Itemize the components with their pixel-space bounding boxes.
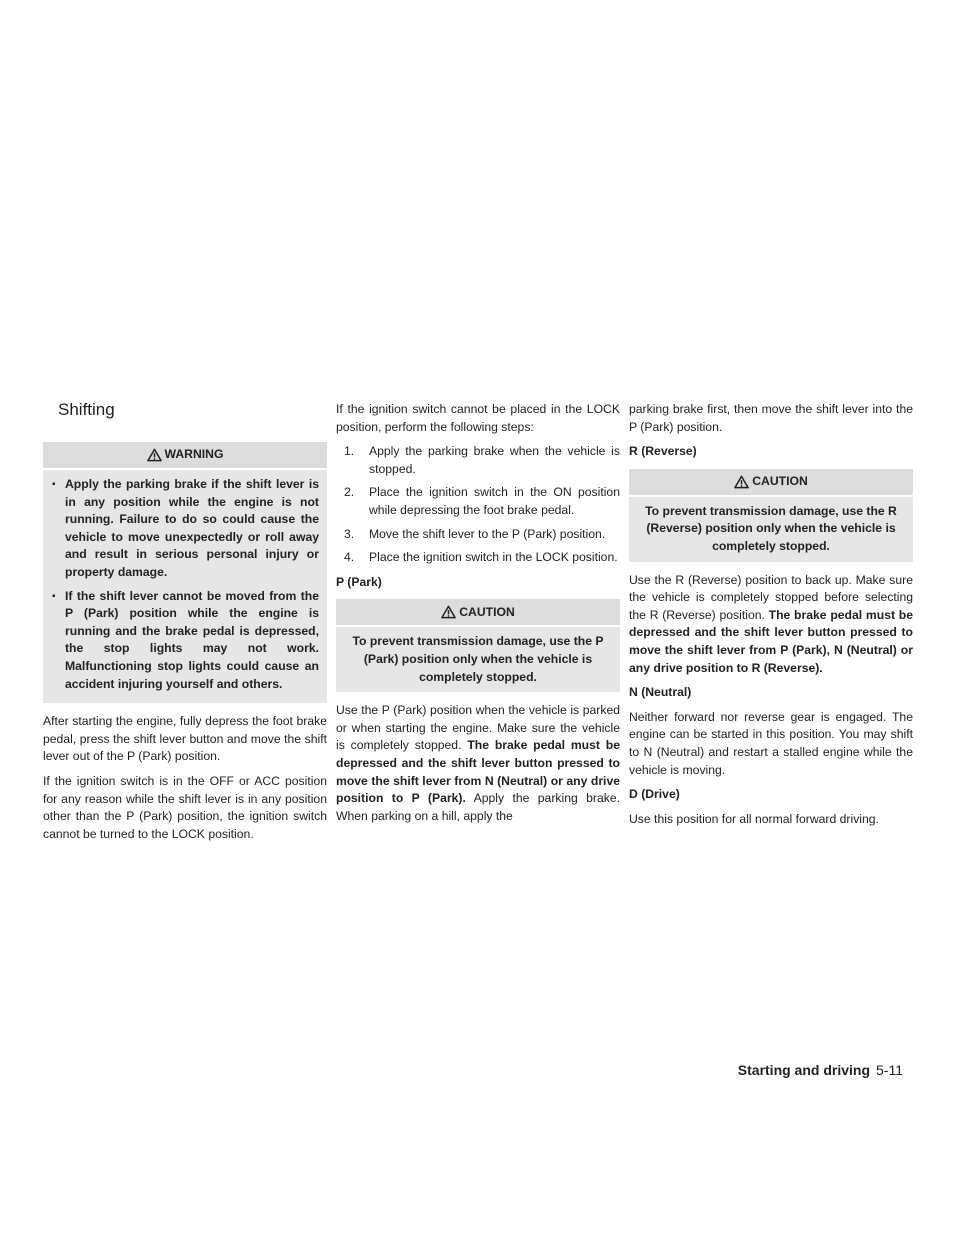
step-number: 3. xyxy=(344,526,355,541)
step-item xyxy=(336,549,620,567)
step-number: 4. xyxy=(344,550,355,565)
paragraph: If the ignition switch is in the OFF or ACC position for any reason while the shift lever is in any position other than the P (Park) position, the ignition switch cannot be turned to the LOCK position. xyxy=(43,773,327,841)
park-bold-text: The brake pedal must be depressed and the shift lever button pressed to move the shift lever from N (Neutral) or any drive position to P (Park). xyxy=(336,738,621,806)
section-title: Shifting xyxy=(58,400,115,419)
warning-title: WARNING xyxy=(164,447,224,462)
page-number: 5-11 xyxy=(876,1062,903,1078)
paragraph: Use this position for all normal forward driving. xyxy=(629,811,879,826)
warning-header xyxy=(43,442,327,468)
reverse-bold-text: The brake pedal must be depressed and the shift lever button pressed to move the shift lever from P (Park), N (Neutral) or any drive position to R (Reverse). xyxy=(629,607,913,675)
caution-box-park xyxy=(336,599,620,692)
caution-header xyxy=(629,469,913,495)
step-number: 1. xyxy=(344,444,355,459)
paragraph: After starting the engine, fully depress the foot brake pedal, press the shift lever button and move the shift lever out of the P (Park) position. xyxy=(43,714,327,764)
steps-list xyxy=(336,443,620,567)
column-2 xyxy=(336,401,620,832)
warning-box xyxy=(43,442,327,703)
caution-box-reverse xyxy=(629,469,913,562)
column-1 xyxy=(43,434,327,850)
warning-item: ▪ If the shift lever cannot be moved from the P (Park) position while the engine is running and the brake pedal is depressed, the stop lights may not work. Malfunctioning stop lights could cause an accident injuring yourself and others. xyxy=(51,588,319,694)
paragraph xyxy=(629,572,913,678)
park-text: Use the P (Park) position when the vehicle is parked or when starting the engine. Make sure the vehicle is completely stopped. xyxy=(336,703,620,753)
step-item xyxy=(336,526,620,544)
step-item xyxy=(336,443,620,478)
caution-title: CAUTION xyxy=(752,473,808,488)
step-text: Place the ignition switch in the LOCK position. xyxy=(369,550,618,565)
park-heading: P (Park) xyxy=(336,574,382,589)
drive-heading: D (Drive) xyxy=(629,787,680,802)
caution-body: To prevent transmission damage, use the P (Park) position only when the vehicle is completely stopped. xyxy=(336,627,620,692)
step-text: Place the ignition switch in the ON position while depressing the foot brake pedal. xyxy=(369,485,620,517)
step-item xyxy=(336,484,620,519)
page-footer xyxy=(738,1062,903,1080)
caution-icon xyxy=(734,475,749,489)
footer-section-title: Starting and driving xyxy=(737,1062,871,1078)
step-number: 2. xyxy=(344,485,355,500)
step-text: Move the shift lever to the P (Park) position. xyxy=(369,526,606,541)
paragraph: Neither forward nor reverse gear is engaged. The engine can be started in this position. You may shift to N (Neutral) and restart a stalled engine while the vehicle is moving. xyxy=(629,709,913,777)
caution-icon xyxy=(441,605,456,619)
caution-title: CAUTION xyxy=(459,604,515,619)
park-tail-text: Apply the parking brake. When parking on a hill, apply the xyxy=(336,791,621,823)
column-3 xyxy=(629,401,913,835)
warning-item: ▪ Apply the parking brake if the shift lever is in any position while the engine is not running. Failure to do so could cause the vehicle to move unexpectedly or roll away and result in serious personal injury or property damage. xyxy=(51,476,319,582)
paragraph: parking brake first, then move the shift lever into the P (Park) position. xyxy=(629,402,913,434)
reverse-text: Use the R (Reverse) position to back up. Make sure the vehicle is completely stopped before selecting the R (Reverse) position. xyxy=(629,572,913,622)
reverse-heading: R (Reverse) xyxy=(629,444,697,459)
step-text: Apply the parking brake when the vehicle is stopped. xyxy=(369,444,620,476)
caution-header xyxy=(336,599,620,625)
warning-icon xyxy=(147,448,162,462)
caution-body: To prevent transmission damage, use the R (Reverse) position only when the vehicle is completely stopped. xyxy=(629,497,913,562)
paragraph xyxy=(336,702,620,825)
neutral-heading: N (Neutral) xyxy=(629,685,692,700)
paragraph: If the ignition switch cannot be placed in the LOCK position, perform the following steps: xyxy=(336,402,620,434)
warning-body xyxy=(43,470,327,703)
